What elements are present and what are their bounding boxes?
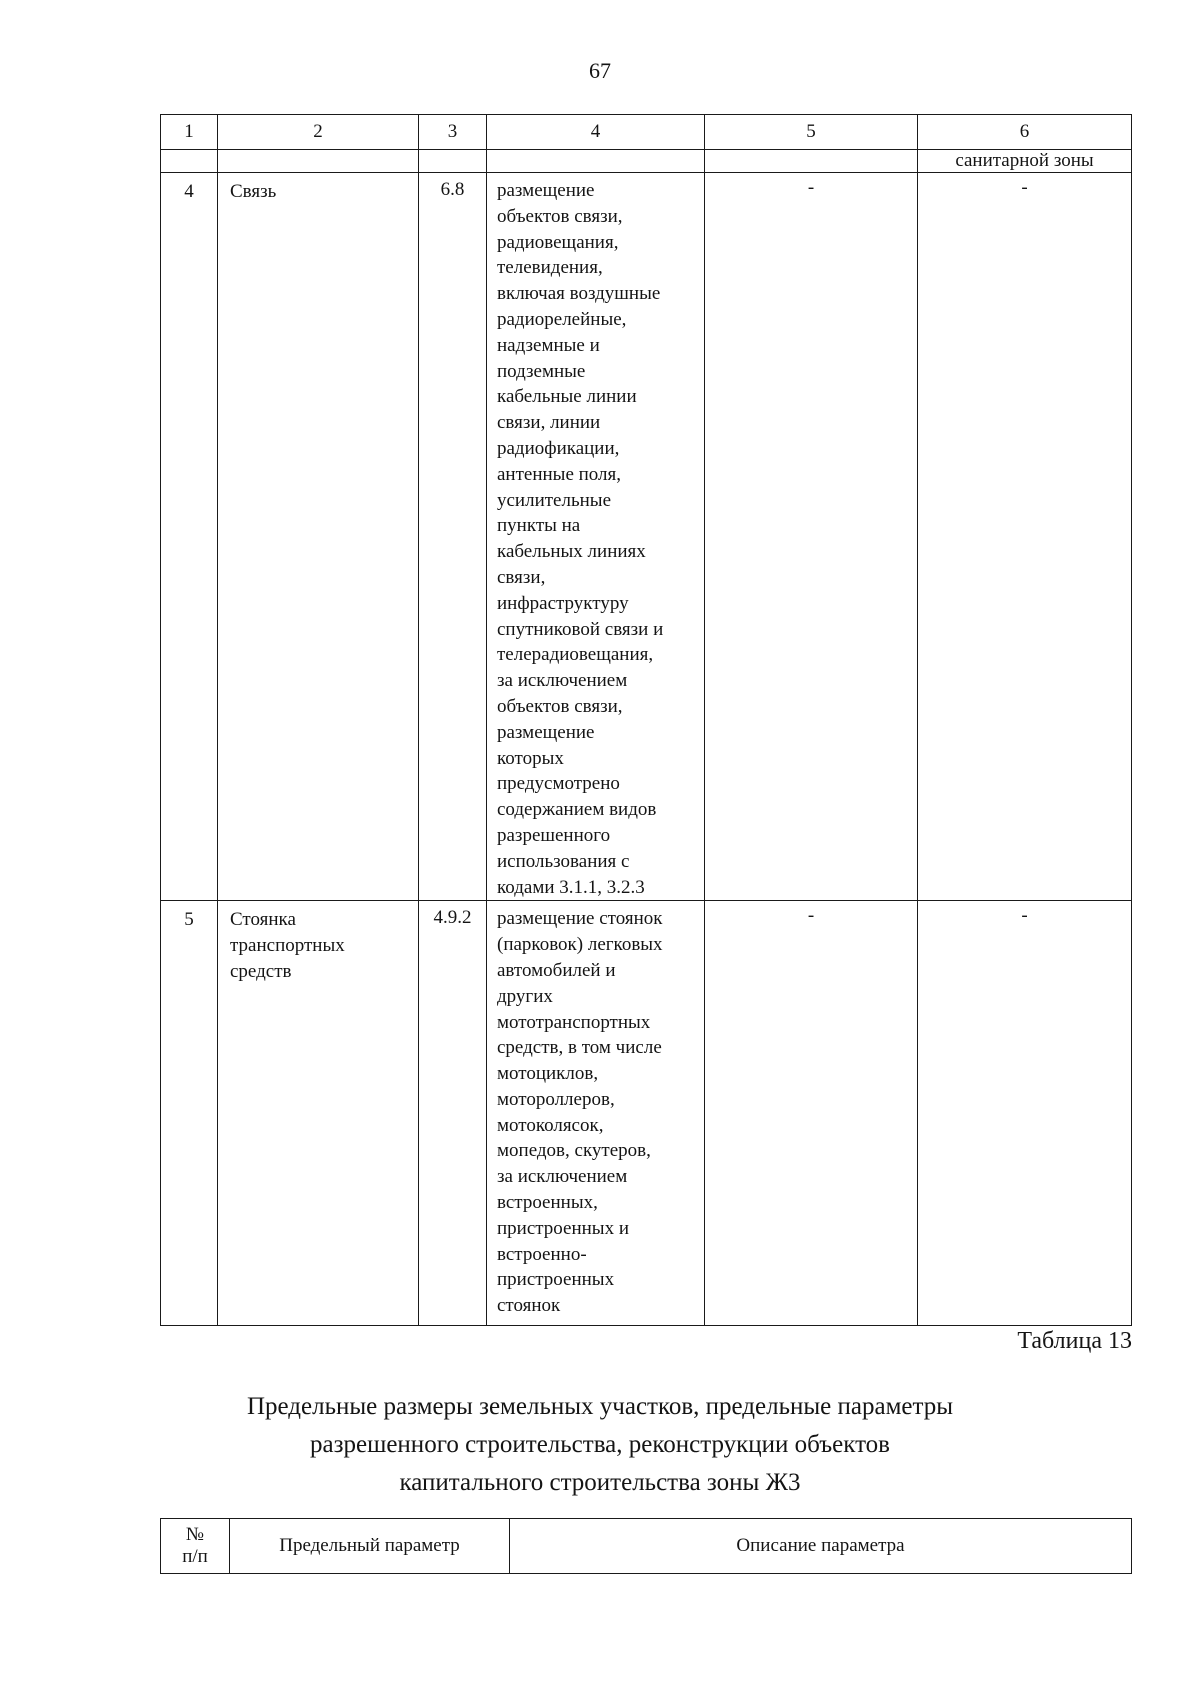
use-description: размещение стоянок (парковок) легковых автомобилей и других мототранспортных средств, в том числе мотоциклов, мотороллеров, мотоколясок, мопедов, скутеров, за исключением встроенных, пристроенных и встроенно- пристроенных стоянок	[487, 901, 705, 1326]
col5-value: -	[705, 901, 918, 1326]
table-row	[161, 173, 1132, 901]
column-number: 4	[487, 115, 705, 150]
header-param: Предельный параметр	[230, 1519, 510, 1574]
use-type-name: Связь	[218, 173, 419, 901]
heading-line: Предельные размеры земельных участков, предельные параметры	[246, 1393, 954, 1420]
page-number: 67	[589, 58, 611, 83]
column-number-row	[161, 115, 1132, 150]
column-number: 6	[918, 115, 1132, 150]
col6-value: -	[918, 173, 1132, 901]
table-row	[161, 901, 1132, 1326]
table-caption: Таблица 13	[1017, 1328, 1132, 1354]
row-number: 5	[161, 901, 218, 1326]
row-number: 4	[161, 173, 218, 901]
header-description: Описание параметра	[510, 1519, 1132, 1574]
continuation-row	[161, 150, 1132, 173]
column-number: 2	[218, 115, 419, 150]
column-number: 1	[161, 115, 218, 150]
use-code: 6.8	[419, 173, 487, 901]
col6-value: -	[918, 901, 1132, 1326]
use-type-name: Стоянка транспортных средств	[218, 901, 419, 1326]
continuation-text: санитарной зоны	[918, 150, 1132, 173]
heading-line: разрешенного строительства, реконструкции объектов	[310, 1431, 890, 1458]
land-use-table	[160, 114, 1132, 1326]
header-num: № п/п	[161, 1519, 230, 1574]
column-number: 3	[419, 115, 487, 150]
params-header-row	[161, 1519, 1132, 1574]
params-table	[160, 1518, 1132, 1574]
heading-line: капитального строительства зоны Ж3	[399, 1469, 801, 1496]
use-code: 4.9.2	[419, 901, 487, 1326]
section-heading	[0, 1388, 1200, 1502]
use-description: размещение объектов связи, радиовещания, телевидения, включая воздушные радиорелейные, надземные и подземные кабельные линии связи, линии радиофикации, антенные поля, усилительные пункты на кабельных линиях связи, инфраструктуру спутниковой связи и телерадиовещания, за исключением объектов связи, размещение которых предусмотрено содержанием видов разрешенного использования с кодами 3.1.1, 3.2.3	[487, 173, 705, 901]
column-number: 5	[705, 115, 918, 150]
col5-value: -	[705, 173, 918, 901]
